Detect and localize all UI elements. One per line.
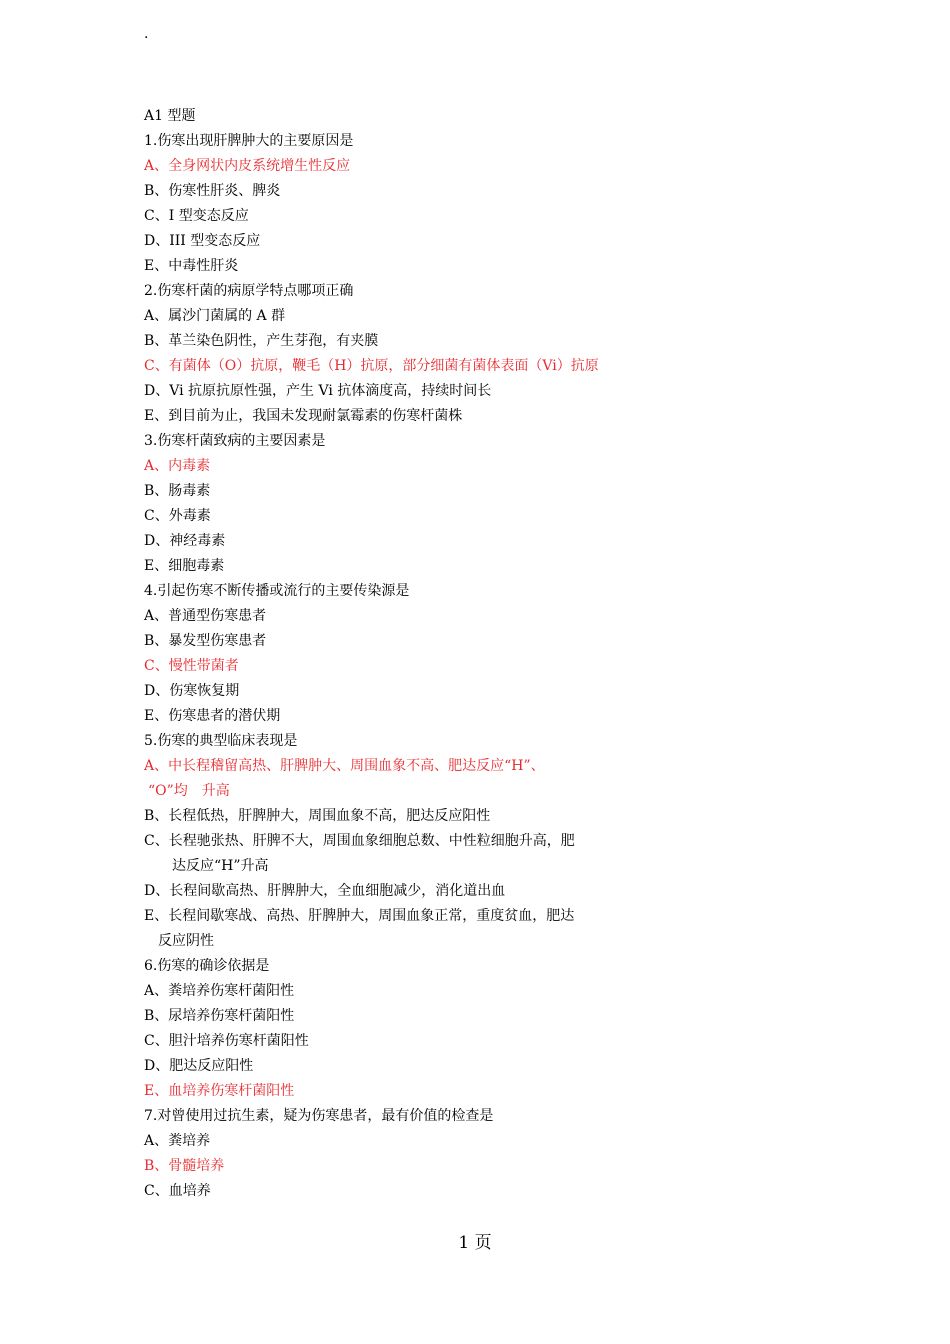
- answer-line: C、慢性带菌者: [144, 658, 239, 674]
- answer-line: A、中长程稽留高热、肝脾肿大、周围血象不高、肥达反应“H”、: [144, 758, 545, 774]
- text-line: D、Vi 抗原抗原性强，产生 Vi 抗体滴度高，持续时间长: [144, 383, 492, 399]
- text-line: E、到目前为止，我国未发现耐氯霉素的伤寒杆菌株: [144, 408, 463, 424]
- answer-line: A、全身网状内皮系统增生性反应: [144, 158, 351, 174]
- question-list: [144, 129, 804, 1204]
- text-line: A、属沙门菌属的 A 群: [144, 308, 286, 324]
- text-line: 5.伤寒的典型临床表现是: [144, 733, 298, 749]
- document-body: [144, 104, 804, 1204]
- text-line: B、革兰染色阴性，产生芽孢，有夹膜: [144, 333, 379, 349]
- text-line: A、粪培养: [144, 1133, 211, 1149]
- text-line: C、外毒素: [144, 508, 211, 524]
- answer-line: “O”均 升高: [148, 783, 230, 799]
- text-line: E、细胞毒素: [144, 558, 225, 574]
- text-line: 3.伤寒杆菌致病的主要因素是: [144, 433, 326, 449]
- text-line: B、尿培养伤寒杆菌阳性: [144, 1008, 295, 1024]
- text-line: 2.伤寒杆菌的病原学特点哪项正确: [144, 283, 354, 299]
- page-number: 1 页: [458, 1233, 492, 1253]
- text-line: C、血培养: [144, 1183, 211, 1199]
- text-line: C、I 型变态反应: [144, 208, 249, 224]
- text-line: B、伤寒性肝炎、脾炎: [144, 183, 281, 199]
- text-line: 7.对曾使用过抗生素，疑为伤寒患者，最有价值的检查是: [144, 1108, 494, 1124]
- text-line: A、粪培养伤寒杆菌阳性: [144, 983, 295, 999]
- text-line: C、长程驰张热、肝脾不大，周围血象细胞总数、中性粒细胞升高，肥: [144, 833, 575, 849]
- text-line: C、胆汁培养伤寒杆菌阳性: [144, 1033, 309, 1049]
- text-line: B、长程低热，肝脾肿大，周围血象不高，肥达反应阳性: [144, 808, 491, 824]
- text-line: B、肠毒素: [144, 483, 211, 499]
- header-mark: .: [144, 26, 149, 42]
- text-line: 6.伤寒的确诊依据是: [144, 958, 270, 974]
- text-line: 反应阴性: [158, 933, 214, 949]
- section-title: A1 型题: [144, 108, 196, 124]
- text-line: D、伤寒恢复期: [144, 683, 240, 699]
- text-line: D、肥达反应阳性: [144, 1058, 254, 1074]
- answer-line: A、内毒素: [144, 458, 211, 474]
- text-line: 4.引起伤寒不断传播或流行的主要传染源是: [144, 583, 410, 599]
- text-line: B、暴发型伤寒患者: [144, 633, 267, 649]
- text-line: A、普通型伤寒患者: [144, 608, 267, 624]
- text-line: E、伤寒患者的潜伏期: [144, 708, 281, 724]
- text-line: 达反应“H”升高: [172, 858, 269, 874]
- text-line: E、中毒性肝炎: [144, 258, 239, 274]
- answer-line: B、骨髓培养: [144, 1158, 225, 1174]
- answer-line: C、有菌体（O）抗原，鞭毛（H）抗原，部分细菌有菌体表面（Vi）抗原: [144, 358, 599, 374]
- text-line: D、神经毒素: [144, 533, 226, 549]
- text-line: D、长程间歇高热、肝脾肿大，全血细胞减少，消化道出血: [144, 883, 506, 899]
- text-line: D、III 型变态反应: [144, 233, 261, 249]
- text-line: 1.伤寒出现肝脾肿大的主要原因是: [144, 133, 354, 149]
- answer-line: E、血培养伤寒杆菌阳性: [144, 1083, 295, 1099]
- text-line: E、长程间歇寒战、高热、肝脾肿大，周围血象正常，重度贫血，肥达: [144, 908, 575, 924]
